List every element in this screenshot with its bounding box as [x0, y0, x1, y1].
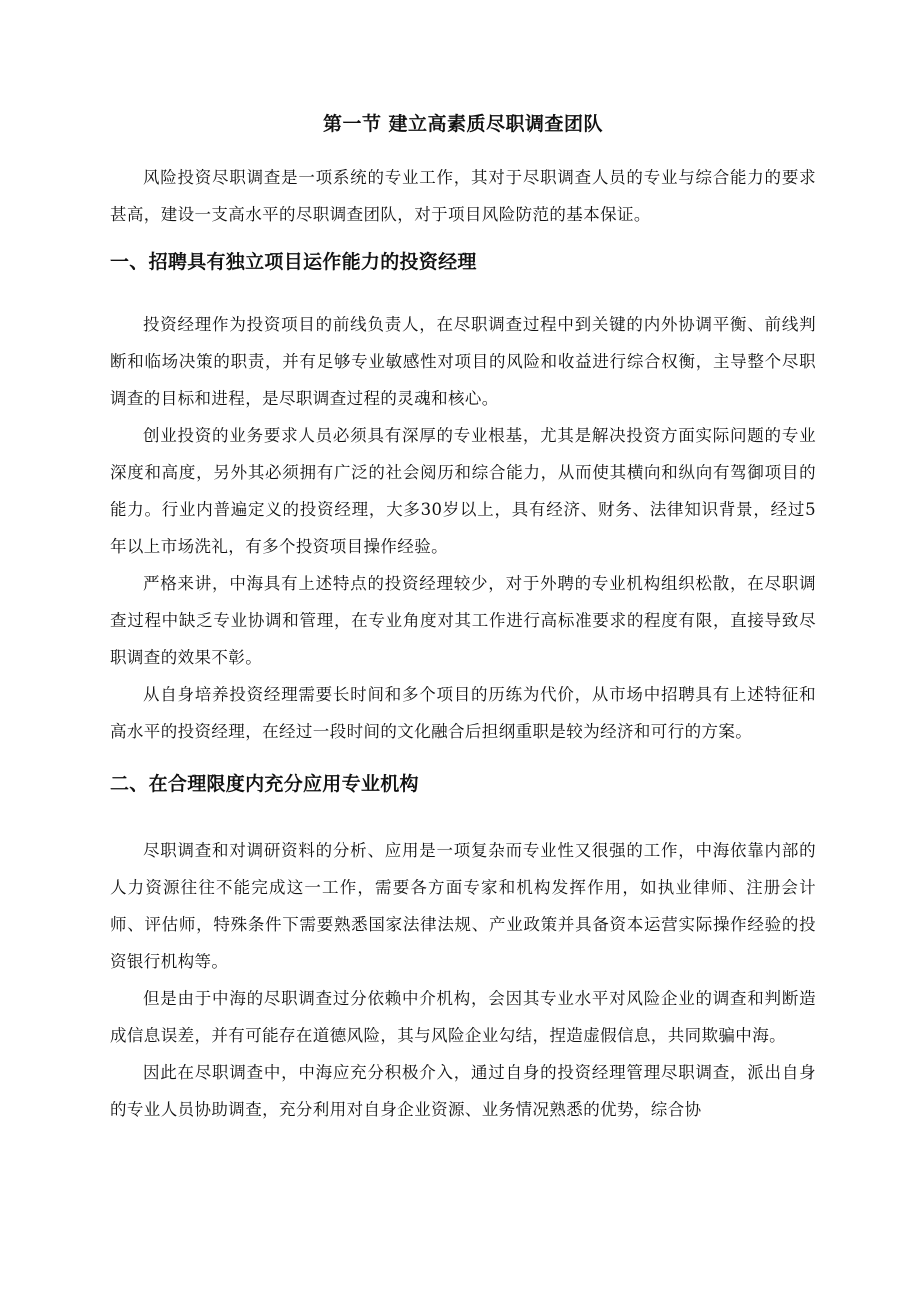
subsection-heading-2: 二、在合理限度内充分应用专业机构 — [110, 773, 419, 795]
intro-paragraph: 风险投资尽职调查是一项系统的专业工作，其对于尽职调查人员的专业与综合能力的要求甚高，建设一支高水平的尽职调查团队，对于项目风险防范的基本保证。 — [110, 168, 816, 224]
subsection-heading-1: 一、招聘具有独立项目运作能力的投资经理 — [110, 251, 477, 273]
paragraph-2-2: 但是由于中海的尽职调查过分依赖中介机构，会因其专业水平对风险企业的调查和判断造成信息误差，并有可能存在道德风险，其与风险企业勾结，捏造虚假信息，共同欺骗中海。 — [110, 989, 816, 1045]
paragraph-1-4: 从自身培养投资经理需要长时间和多个项目的历练为代价，从市场中招聘具有上述特征和高水平的投资经理，在经过一段时间的文化融合后担纲重职是较为经济和可行的方案。 — [110, 685, 816, 741]
paragraph-1-3: 严格来讲，中海具有上述特点的投资经理较少，对于外聘的专业机构组织松散，在尽职调查过程中缺乏专业协调和管理，在专业角度对其工作进行高标准要求的程度有限，直接导致尽职调查的效果不彰。 — [110, 574, 816, 667]
paragraph-1-2: 创业投资的业务要求人员必须具有深厚的专业根基，尤其是解决投资方面实际问题的专业深度和高度，另外其必须拥有广泛的社会阅历和综合能力，从而使其横向和纵向有驾御项目的能力。行业内普遍定义的投资经理，大多30岁以上，具有经济、财务、法律知识背景，经过5年以上市场洗礼，有多个投资项目操作经验。 — [110, 426, 816, 556]
section-title: 第一节 建立高素质尽职调查团队 — [322, 113, 604, 135]
paragraph-2-3: 因此在尽职调查中，中海应充分积极介入，通过自身的投资经理管理尽职调查，派出自身的专业人员协助调查，充分利用对自身企业资源、业务情况熟悉的优势，综合协 — [110, 1063, 816, 1119]
paragraph-2-1: 尽职调查和对调研资料的分析、应用是一项复杂而专业性又很强的工作，中海依靠内部的人力资源往往不能完成这一工作，需要各方面专家和机构发挥作用，如执业律师、注册会计师、评估师，特殊条件下需要熟悉国家法律法规、产业政策并具备资本运营实际操作经验的投资银行机构等。 — [110, 841, 816, 971]
paragraph-1-1: 投资经理作为投资项目的前线负责人，在尽职调查过程中到关键的内外协调平衡、前线判断和临场决策的职责，并有足够专业敏感性对项目的风险和收益进行综合权衡，主导整个尽职调查的目标和进程，是尽职调查过程的灵魂和核心。 — [110, 315, 816, 408]
